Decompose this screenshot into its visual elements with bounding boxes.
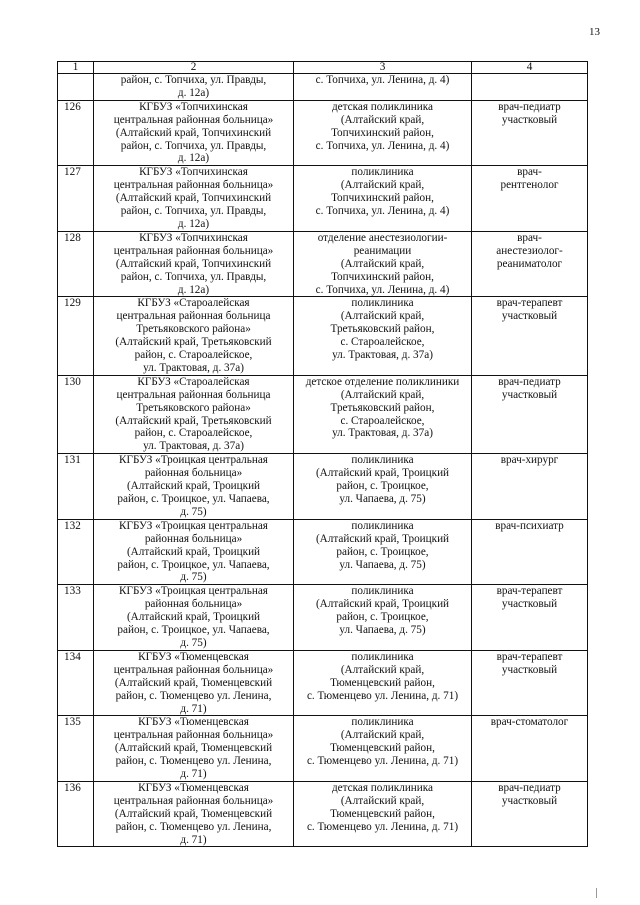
department-cell-line: (Алтайский край, xyxy=(340,794,425,807)
row-number: 132 xyxy=(58,519,94,585)
row-number: 126 xyxy=(58,100,94,166)
organization-cell-line: центральная районная больница» xyxy=(113,663,274,676)
position-cell-line: участковый xyxy=(501,794,558,807)
department-cell-line: (Алтайский край, xyxy=(340,310,425,323)
position-cell-line: анестезиолог- xyxy=(496,244,563,257)
organization-cell-line: (Алтайский край, Троицкий xyxy=(126,545,261,558)
page-number: 13 xyxy=(589,26,600,38)
department-cell xyxy=(294,454,472,520)
position-cell-line: участковый xyxy=(501,598,558,611)
organization-cell-line: д. 75) xyxy=(180,571,207,584)
position-cell-line: врач-педиатр xyxy=(498,100,561,113)
department-cell-line: с. Староалейское, xyxy=(340,414,425,427)
organization-cell-line: центральная районная больница xyxy=(116,310,271,323)
organization-cell-line: КГБУЗ «Троицкая центральная xyxy=(119,454,268,467)
position-cell-line: участковый xyxy=(501,663,558,676)
department-cell-line: отделение анестезиологии- xyxy=(317,231,448,244)
organization-cell-line: центральная районная больница» xyxy=(113,113,274,126)
table-row xyxy=(58,166,588,232)
department-cell-line: с. Топчиха, ул. Ленина, д. 4) xyxy=(315,139,450,152)
organization-cell xyxy=(94,375,294,453)
organization-cell-line: КГБУЗ «Тюменцевская xyxy=(138,781,249,794)
organization-cell-line: (Алтайский край, Топчихинский xyxy=(115,192,272,205)
organization-cell-line: район, с. Топчиха, ул. Правды, xyxy=(120,205,267,218)
organization-cell xyxy=(94,100,294,166)
header-cell-2: 2 xyxy=(94,62,294,74)
organization-cell-line: (Алтайский край, Третьяковский xyxy=(115,336,272,349)
organization-cell-line: д. 12а) xyxy=(177,86,210,99)
organization-cell-line: район, с. Троицкое, ул. Чапаева, xyxy=(117,493,270,505)
department-cell-line: ул. Трактовая, д. 37а) xyxy=(332,427,433,440)
department-cell-line: с. Староалейское, xyxy=(340,336,425,349)
position-cell xyxy=(472,781,588,847)
organization-cell-line: район, с. Староалейское, xyxy=(134,427,253,440)
organization-cell-line: д. 71) xyxy=(180,702,207,715)
organization-cell-line: (Алтайский край, Третьяковский xyxy=(115,414,272,427)
position-cell-line: рентгенолог xyxy=(500,179,559,192)
position-cell-line: врач- xyxy=(517,231,542,244)
organization-cell xyxy=(94,585,294,651)
table-row xyxy=(58,585,588,651)
department-cell xyxy=(294,519,472,585)
organization-cell-line: д. 12а) xyxy=(177,217,210,230)
department-cell-line: (Алтайский край, xyxy=(340,257,425,270)
row-number: 128 xyxy=(58,231,94,297)
department-cell-line: (Алтайский край, Троицкий xyxy=(315,467,450,480)
department-cell-line: (Алтайский край, xyxy=(340,729,425,742)
organization-cell-line: центральная районная больница» xyxy=(113,729,274,742)
organization-cell-line: д. 12а) xyxy=(177,152,210,165)
organization-cell-line: (Алтайский край, Тюменцевский xyxy=(114,676,273,689)
organization-cell-line: д. 71) xyxy=(180,768,207,781)
department-cell xyxy=(294,375,472,453)
organization-cell-line: КГБУЗ «Топчихинская xyxy=(139,231,248,244)
position-cell-line: врач- xyxy=(517,166,542,179)
department-cell-line: Тюменцевский район, xyxy=(330,807,435,820)
department-cell-line: Топчихинский район, xyxy=(331,270,434,283)
organization-cell-line: (Алтайский край, Тюменцевский xyxy=(114,742,273,755)
header-cell-1: 1 xyxy=(58,62,94,74)
organization-cell-line: центральная районная больница» xyxy=(113,179,274,192)
position-cell-line: врач-терапевт xyxy=(496,650,563,663)
organization-cell-line: д. 75) xyxy=(180,505,207,518)
department-cell-line: с. Топчиха, ул. Ленина, д. 4) xyxy=(315,74,450,86)
organization-cell xyxy=(94,231,294,297)
position-cell-line: участковый xyxy=(501,113,558,126)
table-row xyxy=(58,519,588,585)
organization-cell xyxy=(94,519,294,585)
department-cell-line: поликлиника xyxy=(351,585,414,598)
organization-cell-line: КГБУЗ «Топчихинская xyxy=(139,166,248,179)
organization-cell-line: д. 71) xyxy=(180,833,207,846)
position-cell xyxy=(472,166,588,232)
organization-cell-line: центральная районная больница» xyxy=(113,244,274,257)
organization-cell-line: район, с. Староалейское, xyxy=(134,349,253,362)
department-cell-line: детская поликлиника xyxy=(331,100,434,113)
department-cell-line: детское отделение поликлиники xyxy=(305,375,460,388)
organization-cell-line: районная больница» xyxy=(144,598,243,611)
department-cell xyxy=(294,297,472,375)
organization-cell-line: район, с. Тюменцево ул. Ленина, xyxy=(115,689,272,702)
department-cell xyxy=(294,166,472,232)
department-cell-line: с. Тюменцево ул. Ленина, д. 71) xyxy=(306,689,459,702)
organization-cell-line: центральная районная больница» xyxy=(113,794,274,807)
organization-cell-line: районная больница» xyxy=(144,467,243,480)
row-number: 127 xyxy=(58,166,94,232)
department-cell xyxy=(294,650,472,716)
position-cell xyxy=(472,716,588,782)
positions-table xyxy=(57,61,588,847)
position-cell xyxy=(472,231,588,297)
department-cell-line: Топчихинский район, xyxy=(331,126,434,139)
department-cell-line: ул. Чапаева, д. 75) xyxy=(339,558,426,571)
position-cell-line: участковый xyxy=(501,388,558,401)
organization-cell-line: (Алтайский край, Тюменцевский xyxy=(114,807,273,820)
organization-cell-line: КГБУЗ «Троицкая центральная xyxy=(119,519,268,532)
organization-cell xyxy=(94,781,294,847)
organization-cell xyxy=(94,454,294,520)
position-cell-line: врач-хирург xyxy=(500,454,559,467)
department-cell-line: с. Тюменцево ул. Ленина, д. 71) xyxy=(306,755,459,768)
department-cell-line: поликлиника xyxy=(351,519,414,532)
organization-cell-line: КГБУЗ «Староалейская xyxy=(137,297,250,310)
organization-cell xyxy=(94,716,294,782)
department-cell-line: район, с. Троицкое, xyxy=(336,545,429,558)
row-number: 129 xyxy=(58,297,94,375)
department-cell-line: (Алтайский край, xyxy=(340,113,425,126)
department-cell-line: с. Тюменцево ул. Ленина, д. 71) xyxy=(306,820,459,833)
department-cell-line: детская поликлиника xyxy=(331,781,434,794)
department-cell-line: ул. Чапаева, д. 75) xyxy=(339,493,426,505)
organization-cell-line: д. 75) xyxy=(180,636,207,649)
position-cell xyxy=(472,519,588,585)
department-cell xyxy=(294,74,472,101)
organization-cell xyxy=(94,297,294,375)
header-cell-4: 4 xyxy=(472,62,588,74)
table-row xyxy=(58,231,588,297)
row-number: 134 xyxy=(58,650,94,716)
organization-cell-line: (Алтайский край, Топчихинский xyxy=(115,257,272,270)
organization-cell-line: район, с. Тюменцево ул. Ленина, xyxy=(115,755,272,768)
department-cell xyxy=(294,585,472,651)
department-cell-line: Третьяковский район, xyxy=(330,323,435,336)
organization-cell-line: район, с. Топчиха, ул. Правды, xyxy=(120,139,267,152)
department-cell xyxy=(294,100,472,166)
department-cell-line: поликлиника xyxy=(351,166,414,179)
department-cell-line: (Алтайский край, xyxy=(340,663,425,676)
organization-cell-line: район, с. Топчиха, ул. Правды, xyxy=(120,270,267,283)
department-cell-line: с. Топчиха, ул. Ленина, д. 4) xyxy=(315,283,450,296)
organization-cell-line: (Алтайский край, Троицкий xyxy=(126,611,261,624)
organization-cell-line: КГБУЗ «Топчихинская xyxy=(139,100,248,113)
department-cell xyxy=(294,781,472,847)
position-cell xyxy=(472,74,588,101)
organization-cell-line: (Алтайский край, Топчихинский xyxy=(115,126,272,139)
organization-cell-line: КГБУЗ «Староалейская xyxy=(137,375,250,388)
department-cell-line: поликлиника xyxy=(351,454,414,467)
row-number: 136 xyxy=(58,781,94,847)
position-cell xyxy=(472,454,588,520)
organization-cell-line: район, с. Тюменцево ул. Ленина, xyxy=(115,820,272,833)
position-cell-line: участковый xyxy=(501,310,558,323)
position-cell xyxy=(472,100,588,166)
position-cell-line: врач-терапевт xyxy=(496,297,563,310)
organization-cell-line: ул. Трактовая, д. 37а) xyxy=(143,361,244,374)
position-cell-line: врач-стоматолог xyxy=(490,716,569,729)
organization-cell-line: КГБУЗ «Троицкая центральная xyxy=(119,585,268,598)
organization-cell xyxy=(94,650,294,716)
department-cell-line: с. Топчиха, ул. Ленина, д. 4) xyxy=(315,205,450,218)
department-cell-line: поликлиника xyxy=(351,716,414,729)
department-cell-line: (Алтайский край, xyxy=(340,179,425,192)
department-cell-line: поликлиника xyxy=(351,297,414,310)
table-row xyxy=(58,297,588,375)
position-cell xyxy=(472,297,588,375)
table-row xyxy=(58,100,588,166)
header-row xyxy=(58,62,588,74)
organization-cell-line: центральная районная больница xyxy=(116,388,271,401)
position-cell-line: врач-психиатр xyxy=(495,519,564,532)
organization-cell-line: д. 12а) xyxy=(177,283,210,296)
department-cell-line: Топчихинский район, xyxy=(331,192,434,205)
position-cell xyxy=(472,585,588,651)
row-number: 130 xyxy=(58,375,94,453)
row-number: 135 xyxy=(58,716,94,782)
table-body xyxy=(58,62,588,847)
position-cell xyxy=(472,375,588,453)
position-cell xyxy=(472,650,588,716)
table-row xyxy=(58,650,588,716)
department-cell xyxy=(294,716,472,782)
department-cell-line: Третьяковский район, xyxy=(330,401,435,414)
position-cell-line: реаниматолог xyxy=(496,257,563,270)
organization-cell-line: район, с. Топчиха, ул. Правды, xyxy=(120,74,267,86)
table-row xyxy=(58,781,588,847)
organization-cell xyxy=(94,74,294,101)
position-cell-line: врач-педиатр xyxy=(498,375,561,388)
department-cell-line: ул. Трактовая, д. 37а) xyxy=(332,349,433,362)
department-cell-line: район, с. Троицкое, xyxy=(336,611,429,624)
organization-cell-line: ул. Трактовая, д. 37а) xyxy=(143,440,244,453)
row-number: 131 xyxy=(58,454,94,520)
organization-cell-line: КГБУЗ «Тюменцевская xyxy=(138,650,249,663)
organization-cell-line: районная больница» xyxy=(144,532,243,545)
department-cell-line: (Алтайский край, Троицкий xyxy=(315,598,450,611)
organization-cell-line: Третьяковского района» xyxy=(136,401,251,414)
organization-cell-line: Третьяковского района» xyxy=(136,323,251,336)
position-cell-line: врач-терапевт xyxy=(496,585,563,598)
table-row xyxy=(58,454,588,520)
table-row xyxy=(58,716,588,782)
department-cell-line: поликлиника xyxy=(351,650,414,663)
organization-cell-line: район, с. Троицкое, ул. Чапаева, xyxy=(117,624,270,637)
department-cell-line: (Алтайский край, xyxy=(340,388,425,401)
department-cell-line: ул. Чапаева, д. 75) xyxy=(339,624,426,637)
edge-mark xyxy=(596,888,597,898)
header-cell-3: 3 xyxy=(294,62,472,74)
organization-cell-line: район, с. Троицкое, ул. Чапаева, xyxy=(117,558,270,571)
department-cell xyxy=(294,231,472,297)
department-cell-line: Тюменцевский район, xyxy=(330,742,435,755)
organization-cell xyxy=(94,166,294,232)
position-cell-line: врач-педиатр xyxy=(498,781,561,794)
continuation-row xyxy=(58,74,588,101)
department-cell-line: Тюменцевский район, xyxy=(330,676,435,689)
department-cell-line: реанимации xyxy=(353,244,412,257)
organization-cell-line: КГБУЗ «Тюменцевская xyxy=(138,716,249,729)
organization-cell-line: (Алтайский край, Троицкий xyxy=(126,480,261,493)
row-number: 133 xyxy=(58,585,94,651)
table-row xyxy=(58,375,588,453)
department-cell-line: район, с. Троицкое, xyxy=(336,480,429,493)
row-number xyxy=(58,74,94,101)
department-cell-line: (Алтайский край, Троицкий xyxy=(315,532,450,545)
